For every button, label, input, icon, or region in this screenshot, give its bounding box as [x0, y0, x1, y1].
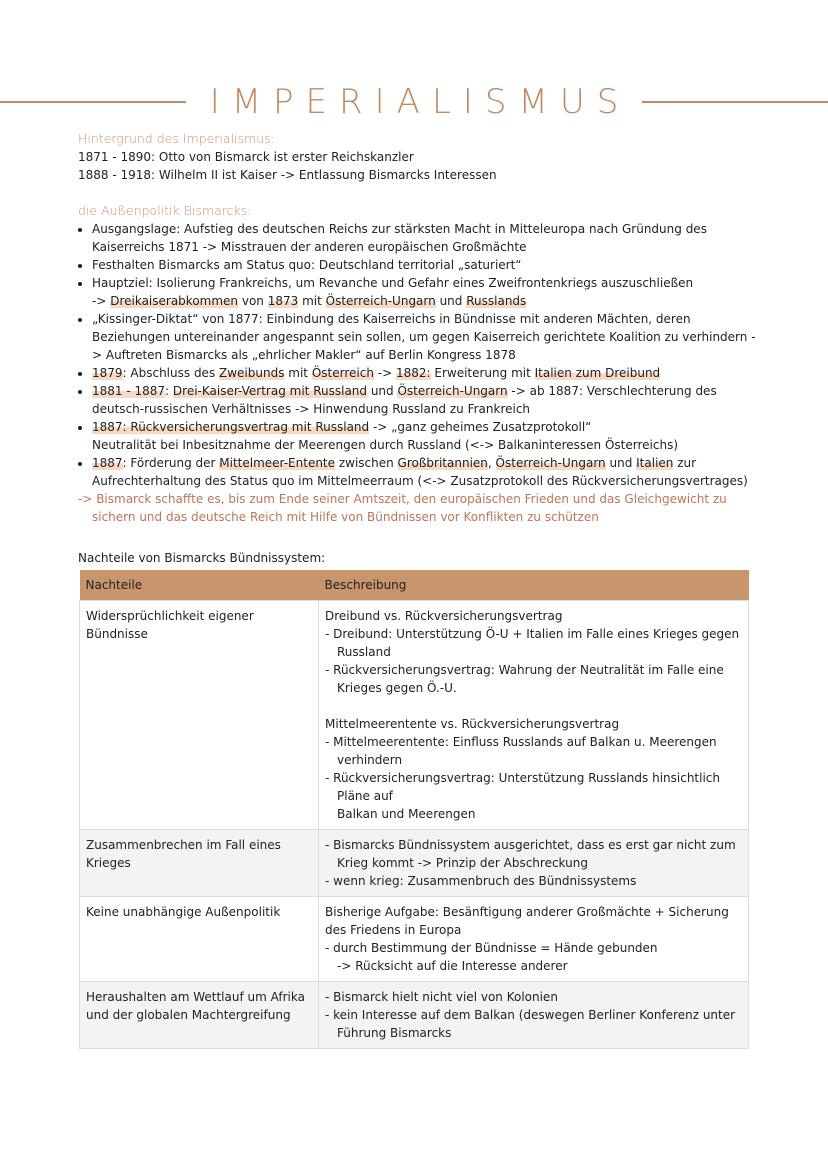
text: -> [373, 366, 396, 380]
divider [642, 101, 828, 103]
highlighted-text: Russlands [466, 294, 527, 308]
text: -> „ganz geheimes Zusatzprotokoll“ [369, 420, 592, 434]
drawback-description [319, 982, 749, 1049]
highlighted-text: 1881 - 1887 [92, 384, 166, 398]
drawbacks-table [79, 570, 749, 1049]
highlighted-text: Mittelmeer-Entente [219, 456, 336, 470]
section-heading: Hintergrund des Imperialismus: [78, 131, 275, 146]
table-row [80, 601, 749, 830]
highlighted-text: Österreich-Ungarn [495, 456, 606, 470]
highlighted-text: 1887 [92, 456, 123, 470]
bullet-item [92, 454, 758, 490]
description-line: - Dreibund: Unterstützung Ö-U + Italien im Falle eines Krieges gegen Russland [325, 627, 740, 659]
text: und [367, 384, 398, 398]
column-header: Nachteile [80, 570, 319, 601]
drawback-description [319, 897, 749, 982]
bullet-list [78, 220, 758, 490]
highlighted-text: 1887: Rückversicherungsvertrag mit Russland [92, 420, 370, 434]
text: Ausgangslage: Aufstieg des deutschen Reichs zur stärksten Macht in Mitteleuropa nach Gründung des Kaiserreichs 1871 -> Misstrauen der anderen europäischen Großmächte [92, 222, 707, 254]
description-line [325, 697, 742, 715]
drawback-name: Zusammenbrechen im Fall eines Krieges [80, 830, 319, 897]
description-line: - wenn krieg: Zusammenbruch des Bündnissystems [325, 874, 637, 888]
drawback-name: Keine unabhängige Außenpolitik [80, 897, 319, 982]
text: : [165, 384, 173, 398]
description-line: - Mittelmeerentente: Einfluss Russlands auf Balkan u. Meerengen verhindern [325, 735, 717, 767]
table-row [80, 830, 749, 897]
description-line: - kein Interesse auf dem Balkan (deswegen Berliner Konferenz unter Führung Bismarcks [325, 1008, 736, 1040]
text: Erweiterung mit [430, 366, 535, 380]
highlighted-text: Italien [636, 456, 674, 470]
bullet-item [92, 382, 758, 418]
drawback-name: Widersprüchlichkeit eigener Bündnisse [80, 601, 319, 830]
description-line: Bisherige Aufgabe: Besänftigung anderer Großmächte + Sicherung des Friedens in Europa [325, 905, 729, 937]
bullet-item [92, 256, 758, 274]
highlighted-text: 1879 [92, 366, 123, 380]
text: : Förderung der [122, 456, 220, 470]
description-line: - Rückversicherungsvertrag: Unterstützung Russlands hinsichtlich Pläne auf [325, 771, 720, 803]
table-row [80, 982, 749, 1049]
conclusion: -> Bismarck schaffte es, bis zum Ende seiner Amtszeit, den europäischen Frieden und das Gleichgewicht zu sichern und das deutsche Reich mit Hilfe von Bündnissen vor Konflikten zu schützen [78, 492, 727, 524]
drawback-description [319, 601, 749, 830]
highlighted-text: 1882: [395, 366, 431, 380]
text: -> [92, 294, 111, 308]
text: mit [284, 366, 312, 380]
bullet-item [92, 220, 758, 256]
text-line: 1871 - 1890: Otto von Bismarck ist erster Reichskanzler [78, 150, 414, 164]
bullet-item [92, 364, 758, 382]
highlighted-text: Großbritannien [397, 456, 488, 470]
drawback-description [319, 830, 749, 897]
text: Festhalten Bismarcks am Status quo: Deutschland territorial „saturiert“ [92, 258, 522, 272]
divider [0, 101, 186, 103]
highlighted-text: Drei-Kaiser-Vertrag mit Russland [172, 384, 368, 398]
text: mit [298, 294, 326, 308]
text: Hauptziel: Isolierung Frankreichs, um Revanche und Gefahr eines Zweifrontenkriegs auszuschließen [92, 276, 694, 290]
drawback-name: Heraushalten am Wettlauf um Afrika und der globalen Machtergreifung [80, 982, 319, 1049]
highlighted-text: Italien zum Dreibund [534, 366, 661, 380]
description-line: - durch Bestimmung der Bündnisse = Hände gebunden [325, 941, 658, 955]
section-heading: die Außenpolitik Bismarcks: [78, 203, 252, 218]
highlighted-text: Zweibunds [219, 366, 285, 380]
text: , [487, 456, 496, 470]
description-line: - Rückversicherungsvertrag: Wahrung der Neutralität im Falle eine Krieges gegen Ö.-U. [325, 663, 724, 695]
highlighted-text: 1873 [267, 294, 299, 308]
text: zwischen [335, 456, 398, 470]
highlighted-text: Österreich-Ungarn [397, 384, 508, 398]
description-line: - Bismarcks Bündnissystem ausgerichtet, dass es erst gar nicht zum Krieg kommt -> Prinzip der Abschreckung [325, 838, 736, 870]
table-row [80, 897, 749, 982]
bullet-item [92, 274, 758, 310]
text: Neutralität bei Inbesitznahme der Meerengen durch Russland (<-> Balkaninteressen Österreichs) [92, 438, 678, 452]
description-line: - Bismarck hielt nicht viel von Kolonien [325, 990, 558, 1004]
highlighted-text: Österreich-Ungarn [325, 294, 436, 308]
description-line: -> Rücksicht auf die Interesse anderer [337, 959, 568, 973]
notes [78, 130, 758, 526]
text: von [238, 294, 268, 308]
text: und [435, 294, 467, 308]
bullet-item [92, 418, 758, 454]
title-row [0, 80, 828, 124]
text: „Kissinger-Diktat“ von 1877: Einbindung des Kaiserreichs in Bündnisse mit anderen Mächten, deren Beziehungen untereinander angespannt sein sollen, um gegen Kaiserreich gerichtete Koalition zu verhindern -> Auftreten Bismarcks als „ehrlicher Makler“ auf Berlin Kongress 1878 [92, 312, 756, 362]
table-title: Nachteile von Bismarcks Bündnissystem: [78, 551, 326, 565]
highlighted-text: Österreich [311, 366, 374, 380]
description-line: Balkan und Meerengen [337, 807, 476, 821]
highlighted-text: Dreikaiserabkommen [110, 294, 239, 308]
text: : Abschluss des [122, 366, 220, 380]
description-line: Mittelmeerentente vs. Rückversicherungsvertrag [325, 717, 620, 731]
column-header: Beschreibung [319, 570, 749, 601]
text: -> ab 1887: Verschlechterung des deutsch-russischen Verhältnisses -> Hinwendung Russland zu Frankreich [92, 384, 717, 416]
text-line: 1888 - 1918: Wilhelm II ist Kaiser -> Entlassung Bismarcks Interessen [78, 168, 497, 182]
description-line: Dreibund vs. Rückversicherungsvertrag [325, 609, 563, 623]
bullet-item [92, 310, 758, 364]
text: und [605, 456, 637, 470]
text: zur Aufrechterhaltung des Status quo im Mittelmeerraum (<-> Zusatzprotokoll des Rückversicherungsvertrages) [92, 456, 748, 488]
page-title: IMPERIALISMUS [209, 82, 631, 122]
